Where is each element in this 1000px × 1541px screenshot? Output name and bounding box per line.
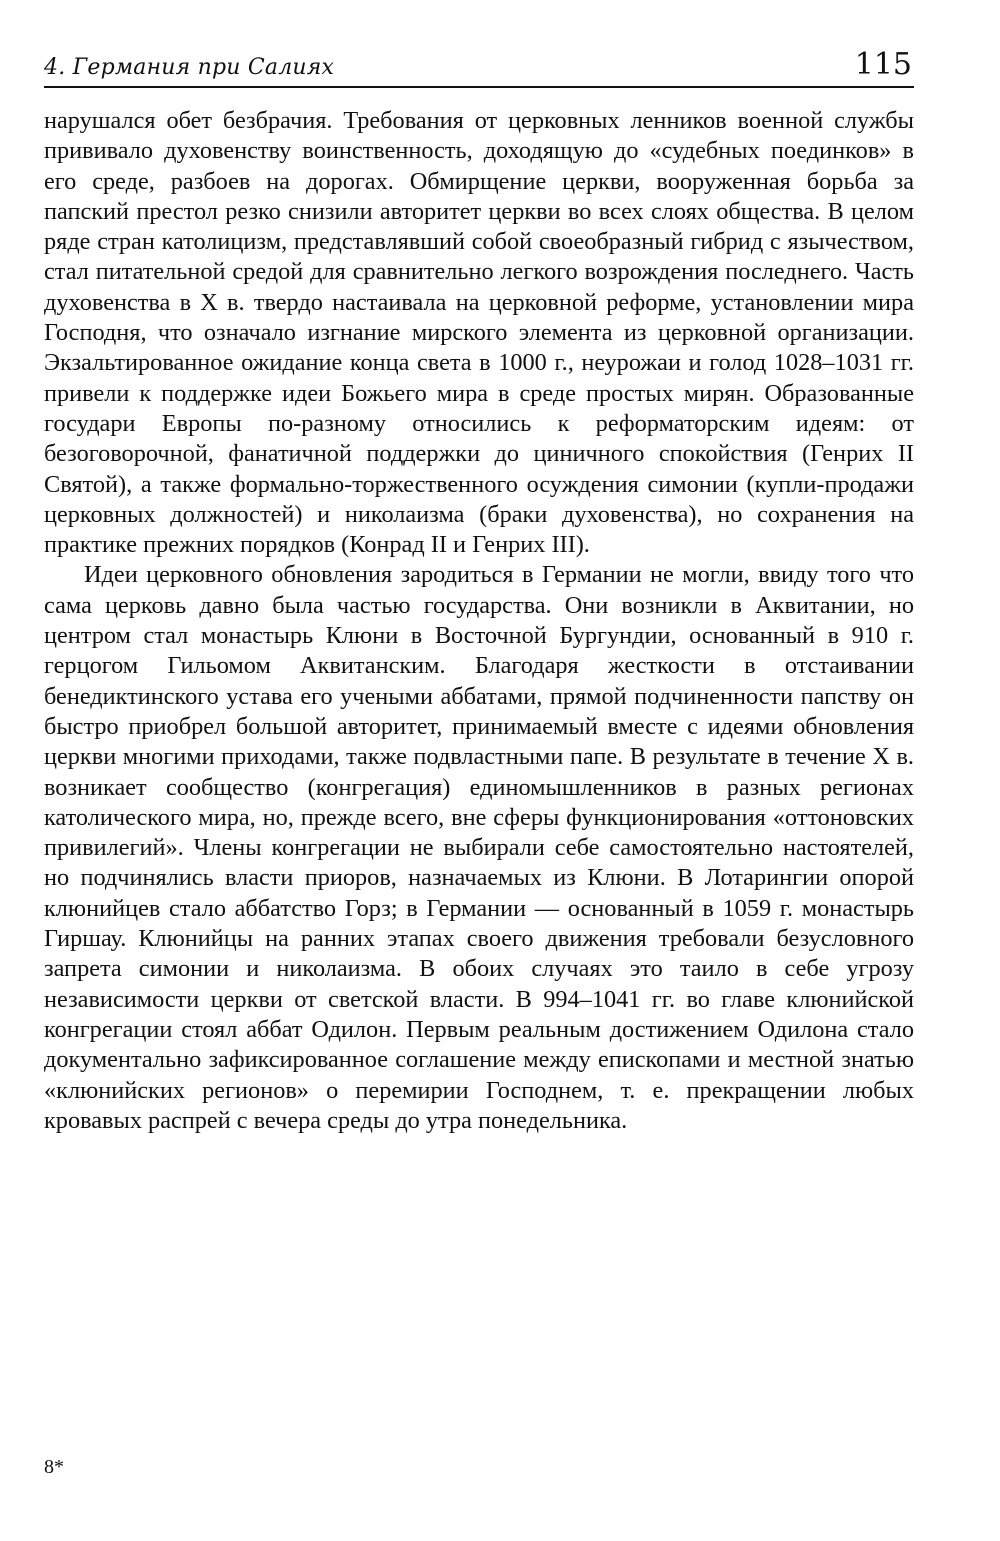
running-title: 4. Германия при Салиях — [44, 55, 335, 80]
page-number: 115 — [854, 47, 912, 82]
printer-signature-mark: 8* — [44, 1456, 64, 1478]
paragraph-continued: нарушался обет безбрачия. Требования от церковных ленников военной службы прививало духовенству воинственность, доходящую до «судебных поединков» в его среде, разбоев на дорогах. Обмирщение церкви, вооруженная борьба за папский престол резко снизили авторитет церкви во всех слоях общества. В целом ряде стран католицизм, представлявший собой своеобразный гибрид с язычеством, стал питательной средой для сравнительно легкого возрождения последнего. Часть духовенства в X в. твердо настаивала на церковной реформе, установлении мира Господня, что означало изгнание мирского элемента из церковной организации. Экзальтированное ожидание конца света в 1000 г., неурожаи и голод 1028–1031 гг. привели к поддержке идеи Божьего мира в среде простых мирян. Образованные государи Европы по-разному относились к реформаторским идеям: от безоговорочной, фанатичной поддержки до циничного спокойствия (Генрих II Святой), а также формально-торжественного осуждения симонии (купли-продажи церковных должностей) и николаизма (браки духовенства), но сохранения на практике прежних порядков (Конрад II и Генрих III). — [44, 107, 914, 559]
running-head — [44, 38, 914, 88]
body-text — [44, 106, 914, 1136]
book-page — [44, 38, 914, 1508]
paragraph-cluny-reform: Идеи церковного обновления зародиться в Германии не могли, ввиду того что сама церковь давно была частью государства. Они возникли в Аквитании, но центром стал монастырь Клюни в Восточной Бургундии, основанный в 910 г. герцогом Гильомом Аквитанским. Благодаря жесткости в отстаивании бенедиктинского устава его учеными аббатами, прямой подчиненности папству он быстро приобрел большой авторитет, принимаемый вместе с идеями обновления церкви многими приходами, также подвластными папе. В результате в течение X в. возникает сообщество (конгрегация) единомышленников в разных регионах католического мира, но, прежде всего, вне сферы функционирования «оттоновских привилегий». Члены конгрегации не выбирали себе самостоятельно настоятелей, но подчинялись власти приоров, назначаемых из Клюни. В Лотарингии опорой клюнийцев стало аббатство Горз; в Германии — основанный в 1059 г. монастырь Гиршау. Клюнийцы на ранних этапах своего движения требовали безусловного запрета симонии и николаизма. В обоих случаях это таило в себе угрозу независимости церкви от светской власти. В 994–1041 гг. во главе клюнийской конгрегации стоял аббат Одилон. Первым реальным достижением Одилона стало документально зафиксированное соглашение между епископами и местной знатью «клюнийских регионов» о перемирии Господнем, т. е. прекращении любых кровавых распрей с вечера среды до утра понедельника. — [44, 561, 914, 1134]
